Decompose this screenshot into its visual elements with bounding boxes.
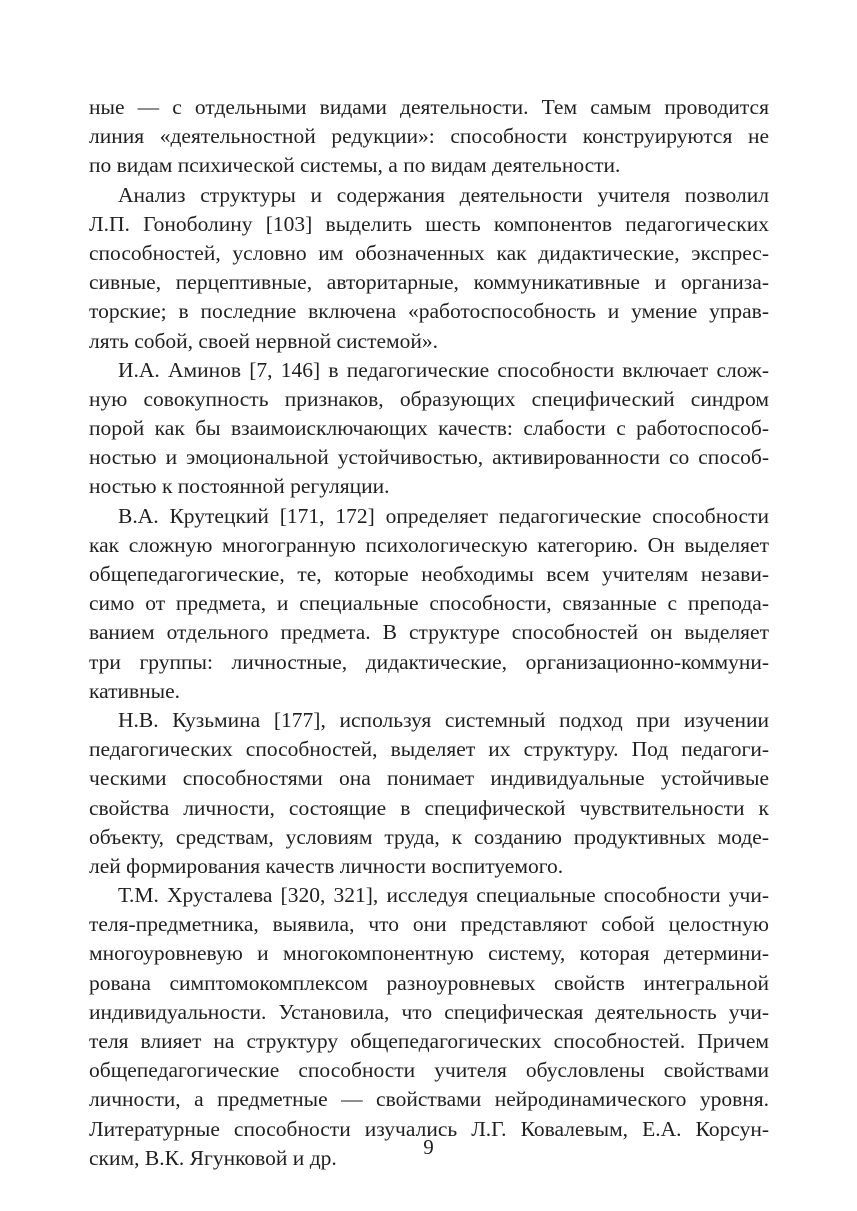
text-line: Т.М. Хрусталева [320, 321], исследуя специальные способности учи-: [118, 883, 769, 908]
text-line: И.А. Аминов [7, 146] в педагогические способности включает слож-: [118, 357, 769, 382]
text-line: В.А. Крутецкий [171, 172] определяет педагогические способности: [118, 503, 769, 528]
text-line: Н.В. Кузьмина [177], используя системный подход при изучении: [118, 707, 769, 732]
text-line: теля-предметника, выявила, что они представляют собой целостную: [89, 912, 769, 937]
paragraph: [89, 356, 769, 502]
text-line: лей формирования качеств личности воспитуемого.: [89, 853, 564, 878]
text-line: по видам психической системы, а по видам деятельности.: [89, 153, 621, 178]
text-line: ностью и эмоциональной устойчивостью, активированности со способ-: [89, 445, 769, 470]
text-line: индивидуальности. Установила, что специфическая деятельность учи-: [89, 999, 769, 1024]
text-line: три группы: личностные, дидактические, организационно-коммуни-: [89, 649, 769, 674]
body-text: [89, 93, 769, 1173]
paragraph: [89, 881, 769, 1173]
text-line: свойства личности, состоящие в специфической чувствительности к: [89, 795, 769, 820]
page-number: 9: [423, 1135, 434, 1159]
text-line: общепедагогические, те, которые необходимы всем учителям незави-: [89, 562, 769, 586]
text-line: торские; в последние включена «работоспособность и умение управ-: [89, 299, 769, 324]
text-line: как сложную многогранную психологическую категорию. Он выделяет: [89, 532, 769, 557]
text-line: порой как бы взаимоисключающих качеств: слабости с работоспособ-: [89, 416, 769, 441]
text-line: ванием отдельного предмета. В структуре способностей он выделяет: [89, 620, 769, 645]
text-line: объекту, средствам, условиям труда, к созданию продуктивных моде-: [89, 824, 769, 849]
text-line: педагогических способностей, выделяет их структуру. Под педагоги-: [89, 737, 769, 762]
text-line: ским, В.К. Ягунковой и др.: [89, 1145, 337, 1170]
text-line: кативные.: [89, 678, 181, 703]
text-line: многоуровневую и многокомпонентную систему, которая детермини-: [89, 941, 769, 966]
text-line: теля влияет на структуру общепедагогических способностей. Причем: [89, 1029, 769, 1053]
text-line: ностью к постоянной регуляции.: [89, 474, 390, 499]
text-line: Л.П. Гоноболину [103] выделить шесть компонентов педагогических: [89, 211, 769, 236]
text-line: линия «деятельностной редукции»: способности конструируются не: [89, 124, 769, 149]
text-line: симо от предмета, и специальные способности, связанные с препода-: [89, 591, 769, 616]
text-line: ческими способностями она понимает индивидуальные устойчивые: [89, 766, 769, 791]
paragraph: [89, 502, 769, 706]
text-line: общепедагогические способности учителя обусловлены свойствами: [89, 1058, 769, 1083]
text-line: Анализ структуры и содержания деятельности учителя позволил: [118, 182, 769, 207]
text-line: рована симптомокомплексом разноуровневых свойств интегральной: [89, 970, 769, 995]
text-line: Литературные способности изучались Л.Г. Ковалевым, Е.А. Корсун-: [89, 1116, 769, 1141]
text-line: лять собой, своей нервной системой».: [89, 328, 439, 353]
text-line: сивные, перцептивные, авторитарные, коммуникативные и организа-: [89, 270, 769, 295]
text-line: способностей, условно им обозначенных как дидактические, экспрес-: [89, 240, 769, 265]
text-line: ные — с отдельными видами деятельности. Тем самым проводится: [89, 95, 769, 119]
text-line: личности, а предметные — свойствами нейродинамического уровня.: [89, 1087, 769, 1112]
paragraph: [89, 93, 769, 181]
text-line: ную совокупность признаков, образующих специфический синдром: [89, 386, 769, 411]
paragraph: [89, 181, 769, 356]
paragraph: [89, 706, 769, 881]
